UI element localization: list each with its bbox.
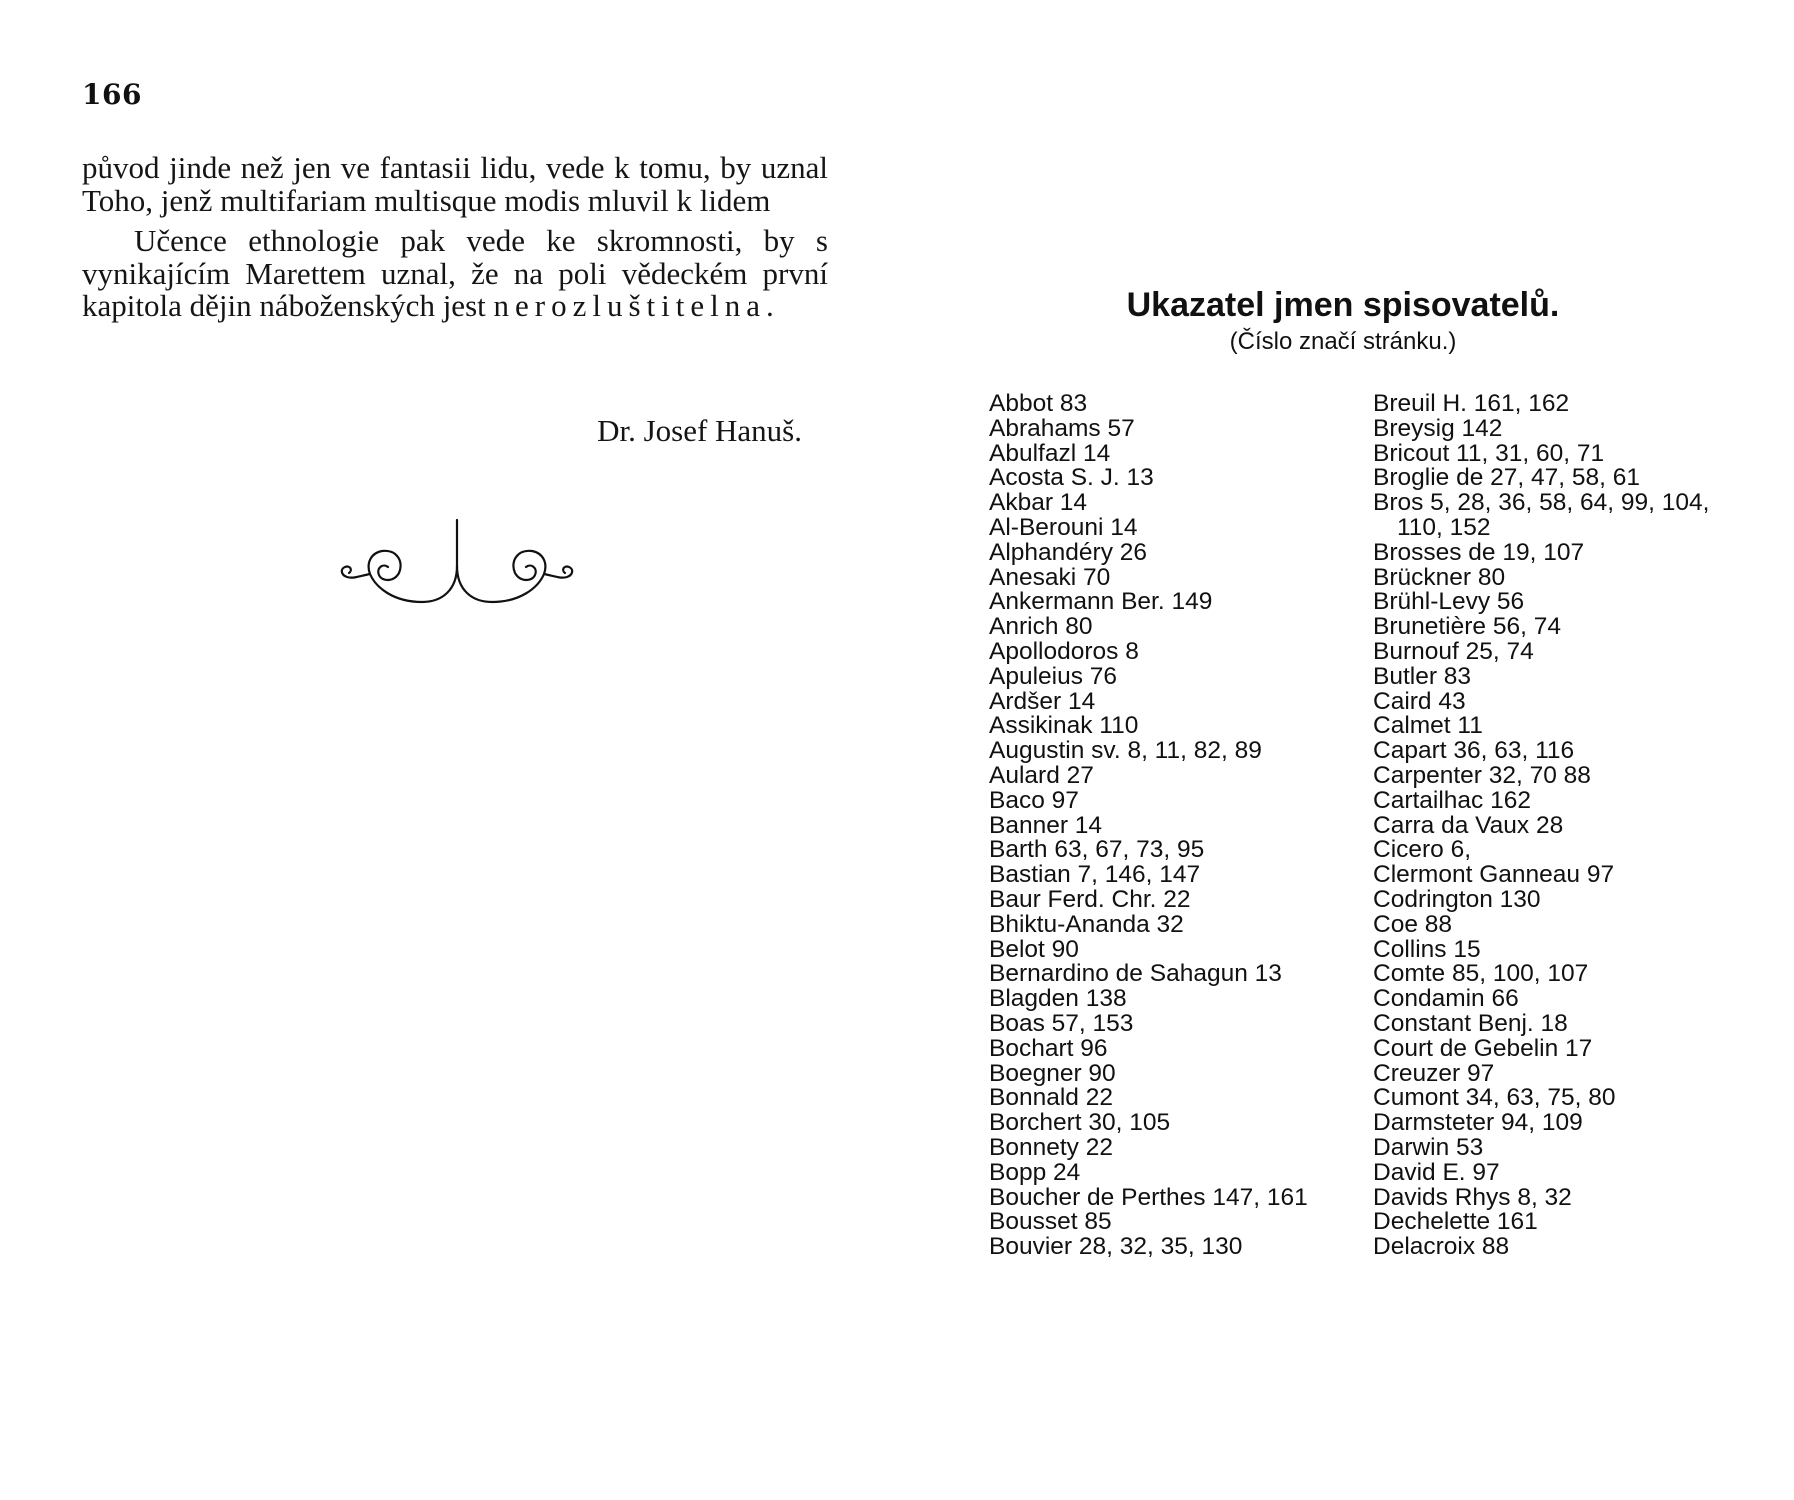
index-entry: Darmsteter 94, 109 xyxy=(1373,1109,1583,1137)
page-number: 166 xyxy=(82,78,142,111)
index-entry: Court de Gebelin 17 xyxy=(1373,1034,1593,1062)
index-entry: Burnouf 25, 74 xyxy=(1373,637,1534,665)
index-entry: Constant Benj. 18 xyxy=(1373,1009,1568,1037)
index-entry: Brühl-Levy 56 xyxy=(1373,588,1525,616)
index-column-right xyxy=(1373,392,1743,1260)
index-entry: Apollodoros 8 xyxy=(989,637,1139,665)
index-entry: Banner 14 xyxy=(989,811,1103,839)
index-entry: Bopp 24 xyxy=(989,1158,1081,1186)
index-entry: Blagden 138 xyxy=(989,985,1127,1013)
index-entry: Assikinak 110 xyxy=(989,712,1139,740)
index-entry: Boas 57, 153 xyxy=(989,1009,1134,1037)
author-signature: Dr. Josef Hanuš. xyxy=(597,413,802,448)
index-entry: Bernardino de Sahagun 13 xyxy=(989,960,1282,988)
index-entry: Dechelette 161 xyxy=(1373,1208,1538,1236)
index-entry: Bouvier 28, 32, 35, 130 xyxy=(989,1233,1243,1261)
index-entry: Cicero 6, xyxy=(1373,836,1472,864)
index-entry: Bricout 11, 31, 60, 71 xyxy=(1373,439,1605,467)
index-entry: Boegner 90 xyxy=(989,1059,1116,1087)
paragraph-2-spaced-word: nerozluštitelna. xyxy=(493,288,780,324)
index-entry: Calmet 11 xyxy=(1373,712,1483,740)
index-entry: Collins 15 xyxy=(1373,935,1481,963)
index-entry: Bastian 7, 146, 147 xyxy=(989,861,1201,889)
index-entry: Clermont Ganneau 97 xyxy=(1373,861,1615,889)
index-heading xyxy=(1020,288,1666,355)
index-subtitle: (Číslo značí stránku.) xyxy=(1229,327,1457,355)
index-entry: Apuleius 76 xyxy=(989,662,1118,690)
index-entry: Barth 63, 67, 73, 95 xyxy=(989,836,1205,864)
scroll-flourish-icon xyxy=(336,518,578,606)
index-entry: Carpenter 32, 70 88 xyxy=(1373,761,1591,789)
index-entry: Anesaki 70 xyxy=(989,563,1111,591)
index-entry: Abbot 83 xyxy=(989,390,1088,417)
index-entry: Al-Berouni 14 xyxy=(989,513,1138,541)
index-entry: Baur Ferd. Chr. 22 xyxy=(989,885,1191,913)
index-entry: Comte 85, 100, 107 xyxy=(1373,960,1589,988)
index-entry: Broglie de 27, 47, 58, 61 xyxy=(1373,464,1640,492)
index-entry: Boucher de Perthes 147, 161 xyxy=(989,1183,1308,1211)
paragraph-2 xyxy=(82,225,828,323)
index-entry: Creuzer 97 xyxy=(1373,1059,1495,1087)
paragraph-1: původ jinde než jen ve fantasii lidu, vede k tomu, by uznal Toho, jenž multifariam multisque modis mluvil k lidem xyxy=(82,150,828,218)
index-entry: Condamin 66 xyxy=(1373,985,1519,1013)
index-entry: Bonnald 22 xyxy=(989,1084,1113,1112)
index-entry: Coe 88 xyxy=(1373,910,1453,938)
index-entry: Breuil H. 161, 162 xyxy=(1373,390,1570,417)
index-entry: Acosta S. J. 13 xyxy=(989,464,1154,492)
index-column-left xyxy=(989,392,1339,1260)
index-entry: Bochart 96 xyxy=(989,1034,1108,1062)
index-title: Ukazatel jmen spisovatelů. xyxy=(1126,286,1560,324)
index-entry: Darwin 53 xyxy=(1373,1133,1484,1161)
index-entry: Brosses de 19, 107 xyxy=(1373,538,1585,566)
index-entry: Abrahams 57 xyxy=(989,414,1135,442)
index-entry: Breysig 142 xyxy=(1373,414,1503,442)
index-entry: Delacroix 88 xyxy=(1373,1233,1510,1261)
index-entry: Cartailhac 162 xyxy=(1373,786,1531,814)
index-entry-continuation: 110, 152 xyxy=(1397,513,1491,541)
index-entry: David E. 97 xyxy=(1373,1158,1500,1186)
index-entry: Capart 36, 63, 116 xyxy=(1373,737,1575,765)
index-entry: Bonnety 22 xyxy=(989,1133,1113,1161)
paragraph-2-main: Učence ethnologie pak vede ke skromnosti, by s vynikajícím Marettem uznal, že na poli vědeckém první kapitola dějin náboženských jest xyxy=(82,223,828,324)
index-entry: Baco 97 xyxy=(989,786,1079,814)
index-entry: Borchert 30, 105 xyxy=(989,1109,1171,1137)
index-entry: Carra da Vaux 28 xyxy=(1373,811,1564,839)
index-entry: Abulfazl 14 xyxy=(989,439,1111,467)
index-entry: Anrich 80 xyxy=(989,613,1093,641)
index-entry: Akbar 14 xyxy=(989,489,1088,517)
index-entry: Ardšer 14 xyxy=(989,687,1096,715)
index-entry: Davids Rhys 8, 32 xyxy=(1373,1183,1572,1211)
index-entry: Bros 5, 28, 36, 58, 64, 99, 104, xyxy=(1373,489,1710,517)
index-entry: Ankermann Ber. 149 xyxy=(989,588,1213,616)
index-entry: Butler 83 xyxy=(1373,662,1472,690)
index-entry: Codrington 130 xyxy=(1373,885,1541,913)
index-entry: Alphandéry 26 xyxy=(989,538,1148,566)
index-entry: Cumont 34, 63, 75, 80 xyxy=(1373,1084,1616,1112)
index-entry: Aulard 27 xyxy=(989,761,1094,789)
index-entry: Bousset 85 xyxy=(989,1208,1112,1236)
index-entry: Brückner 80 xyxy=(1373,563,1506,591)
index-entry: Belot 90 xyxy=(989,935,1079,963)
index-entry: Augustin sv. 8, 11, 82, 89 xyxy=(989,737,1262,765)
index-entry: Caird 43 xyxy=(1373,687,1466,715)
index-entry: Brunetière 56, 74 xyxy=(1373,613,1561,641)
index-entry: Bhiktu-Ananda 32 xyxy=(989,910,1184,938)
left-page-text xyxy=(82,152,828,323)
